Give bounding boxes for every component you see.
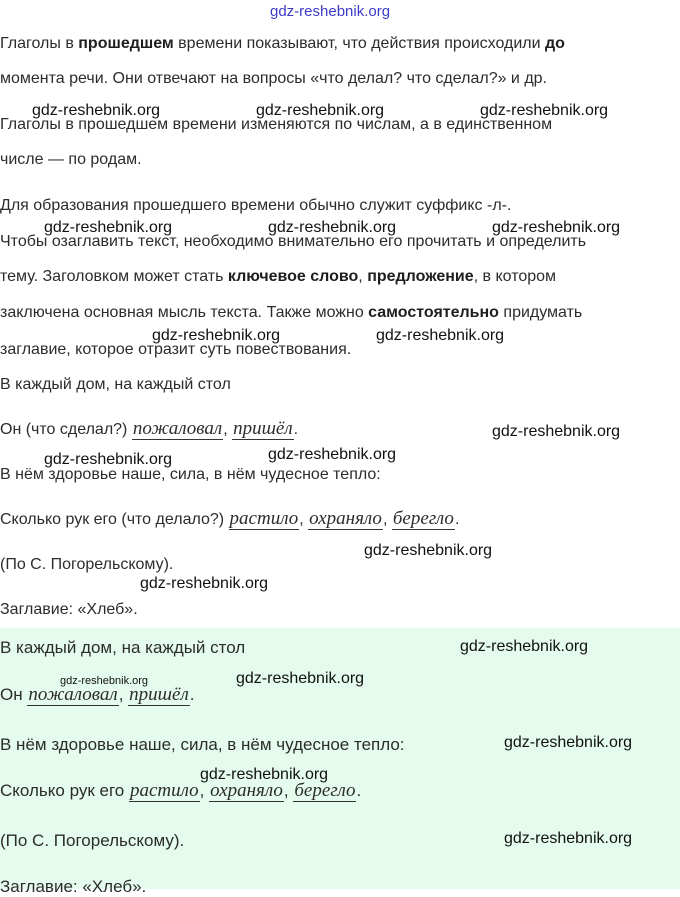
poem-source: (По С. Погорельскому). bbox=[0, 556, 174, 573]
text-fragment: Он bbox=[0, 685, 28, 704]
poem-line3: В нём здоровье наше, сила, в нём чудесное тепло: bbox=[0, 466, 381, 483]
punctuation: . bbox=[454, 511, 460, 528]
watermark: gdz-reshebnik.org bbox=[236, 670, 365, 687]
watermark: gdz-reshebnik.org bbox=[504, 734, 633, 751]
text-fragment: , в котором bbox=[473, 268, 557, 285]
theory-p4-line4: заглавие, которое отразит суть повествования. bbox=[0, 341, 352, 358]
punctuation: . bbox=[293, 421, 299, 438]
punctuation: . bbox=[189, 685, 195, 704]
watermark: gdz-reshebnik.org bbox=[268, 446, 397, 463]
text-fragment: Он (что сделал?) bbox=[0, 421, 132, 438]
underlined-verb: охраняло bbox=[210, 780, 283, 801]
theory-p1-line1 bbox=[0, 34, 565, 54]
theory-p4-line3 bbox=[0, 303, 582, 323]
underlined-verb: берегло bbox=[392, 508, 454, 529]
answer-poem-title: Заглавие: «Хлеб». bbox=[0, 877, 147, 896]
answer-poem-source: (По С. Погорельскому). bbox=[0, 831, 185, 850]
underlined-verb: пришёл bbox=[129, 684, 189, 705]
watermark: gdz-reshebnik.org bbox=[268, 219, 397, 236]
theory-p1-line2: момента речи. Они отвечают на вопросы «что делал? что сделал?» и др. bbox=[0, 70, 547, 87]
underlined-verb: берегло bbox=[294, 780, 356, 801]
punctuation: , bbox=[199, 781, 210, 800]
text-fragment: тему. Заголовком может стать bbox=[0, 268, 228, 285]
bold-term: прошедшем bbox=[78, 35, 174, 52]
punctuation: , bbox=[223, 421, 233, 438]
watermark: gdz-reshebnik.org bbox=[376, 327, 505, 344]
watermark: gdz-reshebnik.org bbox=[152, 327, 281, 344]
theory-p3-line1: Для образования прошедшего времени обычно служит суффикс -л-. bbox=[0, 197, 512, 214]
watermark: gdz-reshebnik.org bbox=[200, 766, 329, 783]
poem-line2 bbox=[0, 419, 298, 440]
theory-p2-line2: числе — по родам. bbox=[0, 151, 142, 168]
underlined-verb: растило bbox=[129, 780, 199, 801]
text-fragment: Сколько рук его bbox=[0, 781, 129, 800]
watermark: gdz-reshebnik.org bbox=[44, 219, 173, 236]
underlined-verb: пришёл bbox=[233, 418, 293, 439]
watermark: gdz-reshebnik.org bbox=[256, 102, 385, 119]
punctuation: . bbox=[356, 781, 362, 800]
text-fragment: заключена основная мысль текста. Также можно bbox=[0, 304, 369, 321]
answer-poem-line1: В каждый дом, на каждый стол bbox=[0, 638, 246, 657]
text-fragment: Глаголы в bbox=[0, 35, 79, 52]
watermark: gdz-reshebnik.org bbox=[140, 575, 269, 592]
underlined-verb: пожаловал bbox=[132, 418, 223, 439]
theory-p4-line1: Чтобы озаглавить текст, необходимо внимательно его прочитать и определить bbox=[0, 233, 587, 250]
underlined-verb: охраняло bbox=[309, 508, 382, 529]
watermark: gdz-reshebnik.org bbox=[32, 102, 161, 119]
punctuation: , bbox=[118, 685, 129, 704]
watermark: gdz-reshebnik.org bbox=[364, 542, 493, 559]
watermark: gdz-reshebnik.org bbox=[60, 675, 149, 687]
answer-poem-line4 bbox=[0, 781, 361, 801]
punctuation: , bbox=[382, 511, 392, 528]
watermark: gdz-reshebnik.org bbox=[504, 830, 633, 847]
bold-term: до bbox=[545, 35, 565, 52]
bold-term: самостоятельно bbox=[368, 304, 499, 321]
text-fragment: Сколько рук его (что делало?) bbox=[0, 511, 229, 528]
text-fragment: придумать bbox=[498, 304, 583, 321]
bold-term: ключевое слово bbox=[227, 268, 359, 285]
answer-poem-line3: В нём здоровье наше, сила, в нём чудесное тепло: bbox=[0, 735, 405, 754]
watermark: gdz-reshebnik.org bbox=[492, 423, 621, 440]
watermark: gdz-reshebnik.org bbox=[44, 451, 173, 468]
watermark: gdz-reshebnik.org bbox=[492, 219, 621, 236]
poem-line4 bbox=[0, 509, 459, 530]
poem-title: Заглавие: «Хлеб». bbox=[0, 601, 138, 618]
bold-term: предложение bbox=[367, 268, 474, 285]
text-fragment: времени показывают, что действия происходили bbox=[173, 35, 546, 52]
theory-p4-line2 bbox=[0, 267, 556, 287]
punctuation: , bbox=[283, 781, 294, 800]
text-fragment: , bbox=[358, 268, 368, 285]
theory-p2-line1: Глаголы в прошедшем времени изменяются по числам, а в единственном bbox=[0, 116, 553, 133]
punctuation: , bbox=[299, 511, 309, 528]
underlined-verb: растило bbox=[229, 508, 299, 529]
watermark: gdz-reshebnik.org bbox=[480, 102, 609, 119]
answer-poem-line2 bbox=[0, 685, 194, 705]
poem-line1: В каждый дом, на каждый стол bbox=[0, 376, 231, 393]
watermark: gdz-reshebnik.org bbox=[460, 638, 589, 655]
underlined-verb: пожаловал bbox=[28, 684, 118, 705]
header-watermark: gdz-reshebnik.org bbox=[270, 3, 391, 20]
